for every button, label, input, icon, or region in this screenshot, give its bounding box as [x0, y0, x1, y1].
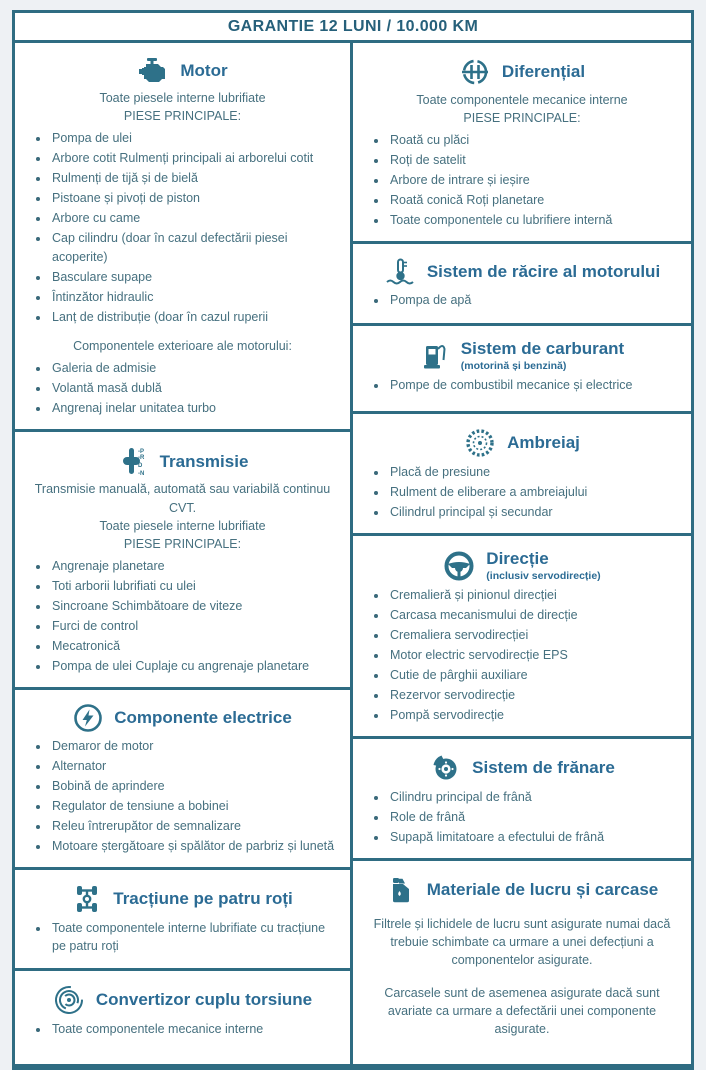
bullet-item: • Volantă masă dublă	[50, 379, 338, 398]
bullet-list	[361, 788, 683, 847]
drivetrain-icon	[72, 883, 102, 915]
section-ambreiaj	[353, 414, 691, 536]
bullet-item: • Arbore de intrare și ieșire	[388, 171, 679, 190]
section-title: Sistem de carburant	[460, 339, 625, 359]
bullet-item: • Angrenaj inelar unitatea turbo	[50, 399, 338, 418]
section-convertizor-cuplu	[15, 971, 350, 1064]
bullet-item: • Angrenaje planetare	[50, 557, 338, 576]
bullet-item: • Supapă limitatoare a efectului de frână	[388, 828, 679, 847]
bullet-item: • Regulator de tensiune a bobinei	[50, 797, 338, 816]
differential-icon	[459, 56, 491, 88]
bullet-item: • Alternator	[50, 757, 338, 776]
engine-icon	[137, 56, 169, 86]
paragraph: Filtrele și lichidele de lucru sunt asigurate numai dacă trebuie schimbate ca urmare a unei defecțiuni a componentelor asigurate.	[373, 916, 671, 968]
bullet-item: • Carcasa mecanismului de direcție	[388, 606, 679, 625]
section-motor	[15, 43, 350, 432]
brake-disc-icon	[429, 752, 461, 784]
bullet-item: • Bobină de aprindere	[50, 777, 338, 796]
bullet-item: • Cilindrul principal și secundar	[388, 503, 679, 522]
bullet-item: • Arbore cotit Rulmenți principali ai arborelui cotit	[50, 149, 338, 168]
bullet-list	[361, 463, 683, 522]
section-title: Transmisie	[159, 451, 249, 471]
bullet-item: • Galeria de admisie	[50, 359, 338, 378]
section-title: Sistem de frănare	[472, 758, 615, 778]
section-subtitle: (motorină și benzină)	[460, 359, 567, 372]
section-racire-motor	[353, 244, 691, 326]
section-paragraphs	[361, 909, 683, 1039]
bullet-item: • Lanț de distribuție (doar în cazul ruperii	[50, 308, 338, 327]
bullet-item: • Cilindru principal de frână	[388, 788, 679, 807]
bullet-item: • Pistoane și pivoți de piston	[50, 189, 338, 208]
bullet-item: • Roată conică Roți planetare	[388, 191, 679, 210]
bullet-item: • Pompa de ulei	[50, 129, 338, 148]
clutch-disc-icon	[464, 427, 496, 459]
bullet-item: • Releu întrerupător de semnalizare	[50, 817, 338, 836]
bullet-item: • Toate componentele mecanice interne	[50, 1020, 338, 1039]
intro-line: Toate piesele interne lubrifiate	[99, 91, 266, 105]
bullet-item: • Cremaliera servodirecției	[388, 626, 679, 645]
page-title: GARANTIE 12 LUNI / 10.000 KM	[15, 13, 691, 43]
section-franare	[353, 739, 691, 861]
section-title: Diferențial	[501, 62, 586, 82]
section-title: Convertizor cuplu torsiune	[95, 990, 313, 1010]
bullet-list	[23, 919, 342, 956]
bullet-item: • Pompa de apă	[388, 291, 679, 310]
bullet-list	[361, 376, 683, 395]
section-title: Tracțiune pe patru roți	[113, 889, 293, 909]
bullet-item: • Placă de presiune	[388, 463, 679, 482]
lightning-icon	[73, 703, 103, 733]
steering-wheel-icon	[443, 550, 475, 582]
bullet-item: • Cutie de pârghii auxiliare	[388, 666, 679, 685]
bullet-item: • Întinzător hidraulic	[50, 288, 338, 307]
bullet-item: • Roată cu plăci	[388, 131, 679, 150]
intro-line: Toate piesele interne lubrifiate	[99, 518, 266, 533]
bullet-list	[23, 1020, 342, 1039]
section-carburant	[353, 326, 691, 414]
intro-line: Componentele exterioare ale motorului:	[73, 339, 292, 354]
section-tractiune-patru-roti	[15, 870, 350, 971]
bullet-item: • Pompă servodirecție	[388, 706, 679, 725]
gear-shifter-icon	[117, 445, 149, 477]
bullet-item: • Toate componentele interne lubrifiate cu tracțiune pe patru roți	[50, 919, 338, 956]
bullet-list-exterior	[23, 359, 342, 418]
bullet-item: • Motoare ștergătoare și spălător de parbriz și lunetă	[50, 837, 338, 856]
intro-line: Transmisie manuală, automată sau variabilă continuu CVT.	[34, 482, 331, 515]
bullet-item: • Pompa de ulei Cuplaje cu angrenaje planetare	[50, 657, 338, 676]
svg-text:-N: -N	[137, 471, 144, 478]
bullet-item: • Roți de satelit	[388, 151, 679, 170]
section-diferential	[353, 43, 691, 244]
section-intro	[23, 480, 342, 553]
bullet-list	[23, 129, 342, 326]
section-directie	[353, 536, 691, 739]
torque-converter-icon	[53, 984, 85, 1016]
intro-line: Toate componentele mecanice interne	[416, 93, 628, 107]
section-intro	[23, 89, 342, 125]
left-column	[15, 43, 353, 1064]
bullet-list	[361, 586, 683, 725]
section-title: Materiale de lucru și carcase	[426, 880, 659, 900]
intro-line: PIESE PRINCIPALE:	[123, 109, 242, 124]
intro-line: PIESE PRINCIPALE:	[123, 536, 242, 551]
bullet-item: • Demaror de motor	[50, 737, 338, 756]
section-title: Ambreiaj	[507, 433, 580, 453]
bullet-list	[361, 131, 683, 230]
bullet-item: • Pompe de combustibil mecanice și electrice	[388, 376, 679, 395]
section-subtitle: (inclusiv servodirecție)	[486, 569, 601, 582]
svg-text:D: D	[137, 463, 142, 470]
bullet-list	[361, 291, 683, 310]
oil-canister-icon	[386, 874, 416, 906]
bullet-list	[23, 557, 342, 676]
thermometer-icon	[384, 257, 416, 287]
bullet-item: • Rulmenți de tijă și de bielă	[50, 169, 338, 188]
bullet-item: • Mecatronică	[50, 637, 338, 656]
section-materiale-carcase	[353, 861, 691, 1064]
intro-line: PIESE PRINCIPALE:	[463, 111, 581, 126]
section-intro	[361, 91, 683, 127]
bullet-item: • Cap cilindru (doar în cazul defectării piesei acoperite)	[50, 229, 338, 266]
bullet-item: • Sincroane Schimbătoare de viteze	[50, 597, 338, 616]
bullet-item: • Motor electric servodirecție EPS	[388, 646, 679, 665]
section-title: Motor	[180, 61, 228, 81]
fuel-pump-icon	[420, 340, 450, 372]
title-block	[486, 549, 600, 582]
section-title: Sistem de răcire al motorului	[426, 262, 661, 282]
bullet-item: • Furci de control	[50, 617, 338, 636]
right-column	[353, 43, 691, 1064]
section-componente-electrice	[15, 690, 350, 870]
bullet-item: • Basculare supape	[50, 268, 338, 287]
title-block	[461, 339, 624, 372]
section-title: Componente electrice	[114, 708, 292, 728]
bullet-item: • Rulment de eliberare a ambreiajului	[388, 483, 679, 502]
section-transmisie	[15, 432, 350, 690]
bullet-item: • Cremalieră și pinionul direcției	[388, 586, 679, 605]
paragraph: Carcasele sunt de asemenea asigurate dacă sunt avariate ca urmare a defectării unei componente asigurate.	[384, 986, 660, 1037]
bullet-list	[23, 737, 342, 856]
bullet-item: • Role de frână	[388, 808, 679, 827]
svg-text:-R: -R	[137, 455, 144, 462]
section-title: Direcție	[486, 549, 549, 569]
bullet-item: • Rezervor servodirecție	[388, 686, 679, 705]
bullet-item: • Toti arborii lubrifiati cu ulei	[50, 577, 338, 596]
two-column-layout	[15, 43, 691, 1064]
section-intro-exterior	[23, 337, 342, 355]
warranty-table	[12, 10, 694, 1070]
svg-text:-P: -P	[137, 449, 144, 456]
bullet-item: • Toate componentele cu lubrifiere internă	[388, 211, 679, 230]
bullet-item: • Arbore cu came	[50, 209, 338, 228]
